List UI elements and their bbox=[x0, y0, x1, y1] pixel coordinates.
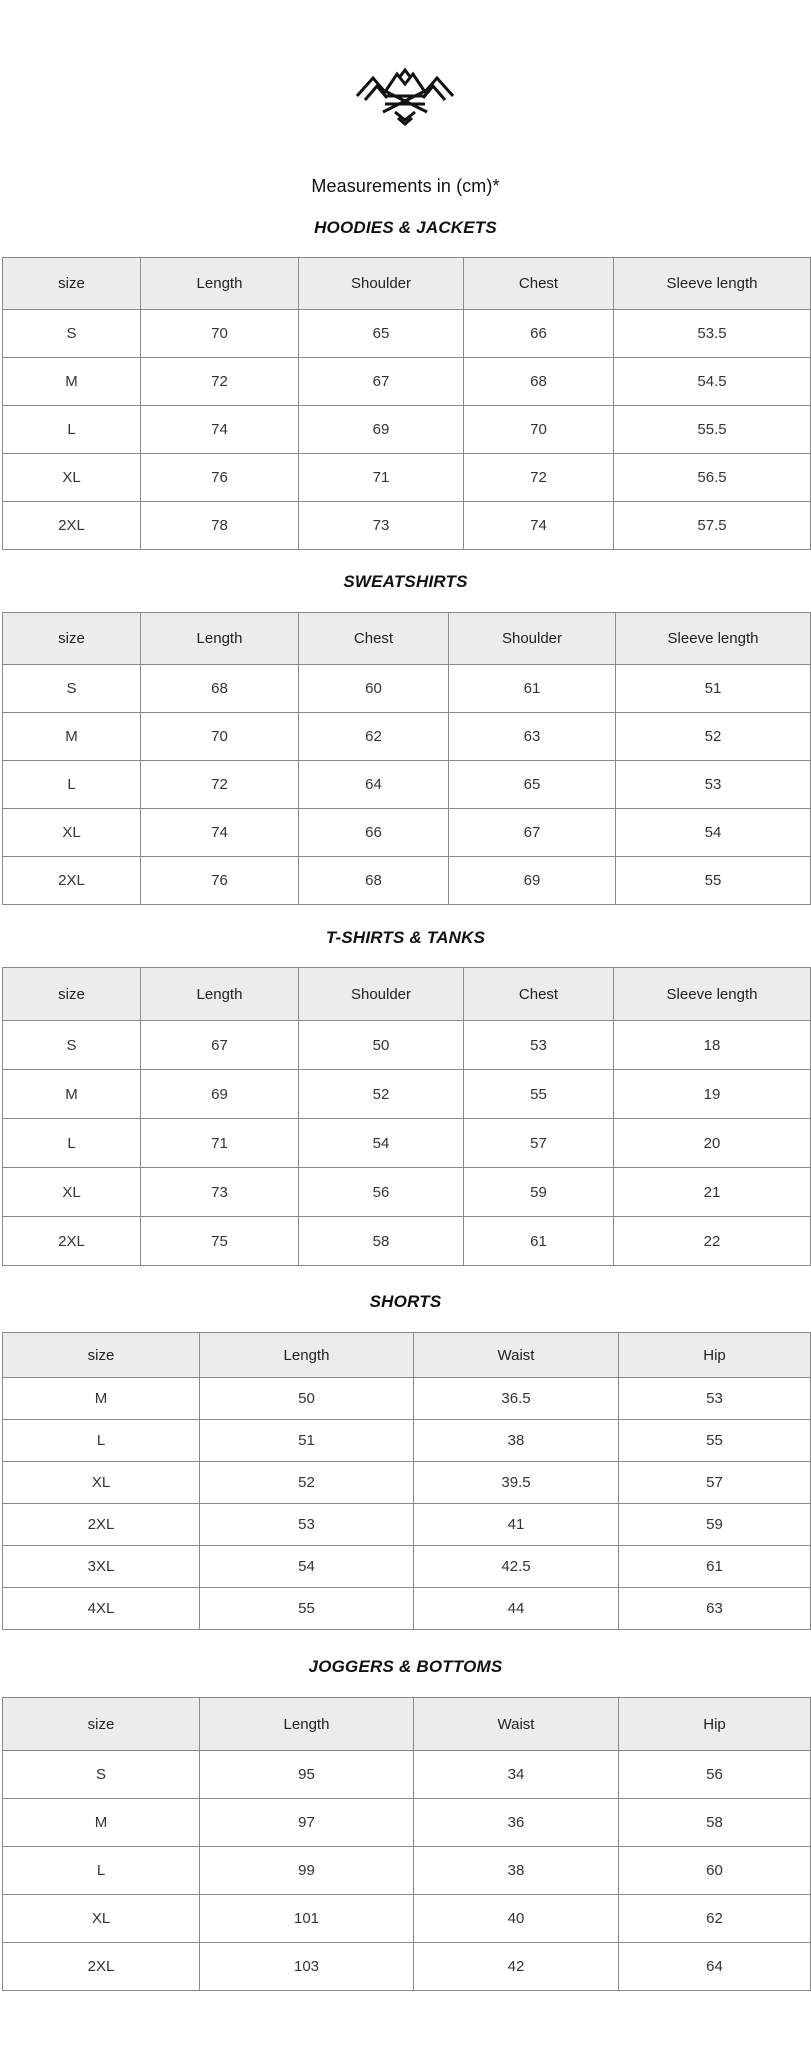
table-cell: S bbox=[3, 1751, 200, 1799]
table-cell: 18 bbox=[614, 1021, 811, 1070]
table-row bbox=[3, 1895, 811, 1943]
table-cell: 53 bbox=[616, 761, 811, 809]
table-row bbox=[3, 857, 811, 905]
table-cell: 54 bbox=[616, 809, 811, 857]
table-row bbox=[3, 1378, 811, 1420]
table-cell: 54.5 bbox=[614, 358, 811, 406]
table-cell: 69 bbox=[449, 857, 616, 905]
column-header: Length bbox=[200, 1698, 414, 1751]
table-cell: 74 bbox=[141, 406, 299, 454]
table-cell: 78 bbox=[141, 502, 299, 550]
table-cell: 59 bbox=[464, 1168, 614, 1217]
table-cell: 70 bbox=[141, 310, 299, 358]
table-row bbox=[3, 1217, 811, 1266]
table-cell: 60 bbox=[619, 1847, 811, 1895]
table-cell: 72 bbox=[141, 358, 299, 406]
table-cell: 42.5 bbox=[414, 1546, 619, 1588]
table-cell: 53 bbox=[619, 1378, 811, 1420]
table-cell: M bbox=[3, 713, 141, 761]
column-header: Hip bbox=[619, 1698, 811, 1751]
table-cell: 51 bbox=[616, 665, 811, 713]
column-header: Chest bbox=[464, 258, 614, 310]
table-cell: 75 bbox=[141, 1217, 299, 1266]
table-cell: 39.5 bbox=[414, 1462, 619, 1504]
table-cell: 64 bbox=[619, 1943, 811, 1991]
table-cell: 53 bbox=[200, 1504, 414, 1546]
column-header: Sleeve length bbox=[614, 258, 811, 310]
table-cell: XL bbox=[3, 1462, 200, 1504]
column-header: size bbox=[3, 968, 141, 1021]
column-header: Sleeve length bbox=[616, 613, 811, 665]
table-cell: 34 bbox=[414, 1751, 619, 1799]
table-cell: 103 bbox=[200, 1943, 414, 1991]
table-cell: 21 bbox=[614, 1168, 811, 1217]
table-row bbox=[3, 1504, 811, 1546]
table-cell: 71 bbox=[141, 1119, 299, 1168]
column-header: size bbox=[3, 1698, 200, 1751]
column-header: Length bbox=[200, 1333, 414, 1378]
table-cell: 67 bbox=[299, 358, 464, 406]
table-header-row bbox=[3, 613, 811, 665]
table-cell: 74 bbox=[141, 809, 299, 857]
table-cell: 2XL bbox=[3, 1504, 200, 1546]
table-row bbox=[3, 761, 811, 809]
table-cell: 22 bbox=[614, 1217, 811, 1266]
table-cell: 61 bbox=[464, 1217, 614, 1266]
table-cell: 55 bbox=[619, 1420, 811, 1462]
table-cell: L bbox=[3, 1847, 200, 1895]
table-header-row bbox=[3, 258, 811, 310]
table-cell: 64 bbox=[299, 761, 449, 809]
table-cell: M bbox=[3, 1070, 141, 1119]
table-cell: 101 bbox=[200, 1895, 414, 1943]
table-cell: 73 bbox=[299, 502, 464, 550]
table-cell: 56 bbox=[299, 1168, 464, 1217]
size-table-hoodies bbox=[2, 257, 811, 550]
table-cell: L bbox=[3, 406, 141, 454]
column-header: Chest bbox=[299, 613, 449, 665]
table-cell: 61 bbox=[449, 665, 616, 713]
table-row bbox=[3, 809, 811, 857]
table-cell: 97 bbox=[200, 1799, 414, 1847]
table-cell: 41 bbox=[414, 1504, 619, 1546]
measurements-note: Measurements in (cm)* bbox=[311, 176, 500, 196]
table-cell: 38 bbox=[414, 1847, 619, 1895]
column-header: Length bbox=[141, 613, 299, 665]
table-cell: 2XL bbox=[3, 502, 141, 550]
table-cell: 50 bbox=[200, 1378, 414, 1420]
column-header: Waist bbox=[414, 1698, 619, 1751]
table-cell: XL bbox=[3, 809, 141, 857]
table-row bbox=[3, 1119, 811, 1168]
table-cell: 69 bbox=[299, 406, 464, 454]
table-cell: 56.5 bbox=[614, 454, 811, 502]
section-title-shorts: SHORTS bbox=[369, 1292, 442, 1311]
table-cell: 44 bbox=[414, 1588, 619, 1630]
table-cell: 61 bbox=[619, 1546, 811, 1588]
size-table-joggers bbox=[2, 1697, 811, 1991]
column-header: size bbox=[3, 258, 141, 310]
table-row bbox=[3, 665, 811, 713]
table-cell: XL bbox=[3, 454, 141, 502]
table-cell: 62 bbox=[619, 1895, 811, 1943]
table-header-row bbox=[3, 1333, 811, 1378]
column-header: Shoulder bbox=[449, 613, 616, 665]
table-cell: S bbox=[3, 665, 141, 713]
table-cell: 66 bbox=[464, 310, 614, 358]
brand-logo-icon bbox=[355, 66, 455, 128]
table-row bbox=[3, 1420, 811, 1462]
table-cell: 67 bbox=[141, 1021, 299, 1070]
table-row bbox=[3, 1588, 811, 1630]
table-row bbox=[3, 1847, 811, 1895]
column-header: Sleeve length bbox=[614, 968, 811, 1021]
table-cell: L bbox=[3, 1420, 200, 1462]
table-cell: 71 bbox=[299, 454, 464, 502]
table-cell: 63 bbox=[619, 1588, 811, 1630]
table-row bbox=[3, 1943, 811, 1991]
table-cell: 19 bbox=[614, 1070, 811, 1119]
table-cell: 54 bbox=[200, 1546, 414, 1588]
table-cell: 36 bbox=[414, 1799, 619, 1847]
table-cell: 53 bbox=[464, 1021, 614, 1070]
table-row bbox=[3, 502, 811, 550]
table-cell: 58 bbox=[619, 1799, 811, 1847]
table-cell: M bbox=[3, 1378, 200, 1420]
table-cell: M bbox=[3, 1799, 200, 1847]
table-cell: 52 bbox=[616, 713, 811, 761]
table-cell: 76 bbox=[141, 857, 299, 905]
table-row bbox=[3, 406, 811, 454]
column-header: Waist bbox=[414, 1333, 619, 1378]
table-row bbox=[3, 1751, 811, 1799]
column-header: size bbox=[3, 1333, 200, 1378]
section-title-sweatshirts: SWEATSHIRTS bbox=[343, 572, 468, 591]
section-title-hoodies: HOODIES & JACKETS bbox=[314, 218, 497, 237]
table-cell: 65 bbox=[299, 310, 464, 358]
table-cell: 52 bbox=[200, 1462, 414, 1504]
table-cell: 55 bbox=[464, 1070, 614, 1119]
column-header: Shoulder bbox=[299, 968, 464, 1021]
table-cell: 95 bbox=[200, 1751, 414, 1799]
table-cell: 42 bbox=[414, 1943, 619, 1991]
table-cell: S bbox=[3, 1021, 141, 1070]
table-cell: 59 bbox=[619, 1504, 811, 1546]
table-cell: 20 bbox=[614, 1119, 811, 1168]
table-cell: 60 bbox=[299, 665, 449, 713]
table-cell: 38 bbox=[414, 1420, 619, 1462]
table-cell: 62 bbox=[299, 713, 449, 761]
table-row bbox=[3, 713, 811, 761]
size-table-sweatshirts bbox=[2, 612, 811, 905]
table-row bbox=[3, 454, 811, 502]
size-table-tshirts bbox=[2, 967, 811, 1266]
table-cell: 63 bbox=[449, 713, 616, 761]
table-cell: 66 bbox=[299, 809, 449, 857]
table-row bbox=[3, 358, 811, 406]
table-row bbox=[3, 1070, 811, 1119]
column-header: Length bbox=[141, 258, 299, 310]
section-title-joggers: JOGGERS & BOTTOMS bbox=[308, 1657, 503, 1676]
table-cell: 55 bbox=[200, 1588, 414, 1630]
table-cell: 53.5 bbox=[614, 310, 811, 358]
table-cell: 40 bbox=[414, 1895, 619, 1943]
table-cell: 57 bbox=[619, 1462, 811, 1504]
table-row bbox=[3, 1021, 811, 1070]
table-cell: 76 bbox=[141, 454, 299, 502]
table-cell: 58 bbox=[299, 1217, 464, 1266]
table-cell: 3XL bbox=[3, 1546, 200, 1588]
column-header: Shoulder bbox=[299, 258, 464, 310]
table-row bbox=[3, 1546, 811, 1588]
table-cell: 68 bbox=[464, 358, 614, 406]
table-cell: 54 bbox=[299, 1119, 464, 1168]
table-cell: 56 bbox=[619, 1751, 811, 1799]
table-cell: M bbox=[3, 358, 141, 406]
table-cell: 52 bbox=[299, 1070, 464, 1119]
table-cell: 68 bbox=[299, 857, 449, 905]
table-row bbox=[3, 310, 811, 358]
table-cell: L bbox=[3, 761, 141, 809]
column-header: size bbox=[3, 613, 141, 665]
table-row bbox=[3, 1168, 811, 1217]
table-row bbox=[3, 1462, 811, 1504]
table-header-row bbox=[3, 1698, 811, 1751]
size-table-shorts bbox=[2, 1332, 811, 1630]
table-cell: 51 bbox=[200, 1420, 414, 1462]
table-cell: XL bbox=[3, 1168, 141, 1217]
table-cell: 2XL bbox=[3, 857, 141, 905]
table-cell: 2XL bbox=[3, 1217, 141, 1266]
table-cell: 36.5 bbox=[414, 1378, 619, 1420]
table-cell: 50 bbox=[299, 1021, 464, 1070]
table-row bbox=[3, 1799, 811, 1847]
table-cell: 55 bbox=[616, 857, 811, 905]
table-cell: 2XL bbox=[3, 1943, 200, 1991]
column-header: Hip bbox=[619, 1333, 811, 1378]
table-cell: 68 bbox=[141, 665, 299, 713]
table-cell: 57 bbox=[464, 1119, 614, 1168]
table-cell: 70 bbox=[464, 406, 614, 454]
table-cell: 55.5 bbox=[614, 406, 811, 454]
table-cell: S bbox=[3, 310, 141, 358]
table-header-row bbox=[3, 968, 811, 1021]
table-cell: 57.5 bbox=[614, 502, 811, 550]
table-cell: 65 bbox=[449, 761, 616, 809]
table-cell: 69 bbox=[141, 1070, 299, 1119]
column-header: Length bbox=[141, 968, 299, 1021]
table-cell: 73 bbox=[141, 1168, 299, 1217]
table-cell: 4XL bbox=[3, 1588, 200, 1630]
table-cell: L bbox=[3, 1119, 141, 1168]
table-cell: 72 bbox=[141, 761, 299, 809]
table-cell: 72 bbox=[464, 454, 614, 502]
table-cell: XL bbox=[3, 1895, 200, 1943]
table-cell: 67 bbox=[449, 809, 616, 857]
section-title-tshirts: T-SHIRTS & TANKS bbox=[325, 928, 486, 947]
column-header: Chest bbox=[464, 968, 614, 1021]
table-cell: 70 bbox=[141, 713, 299, 761]
table-cell: 74 bbox=[464, 502, 614, 550]
table-cell: 99 bbox=[200, 1847, 414, 1895]
